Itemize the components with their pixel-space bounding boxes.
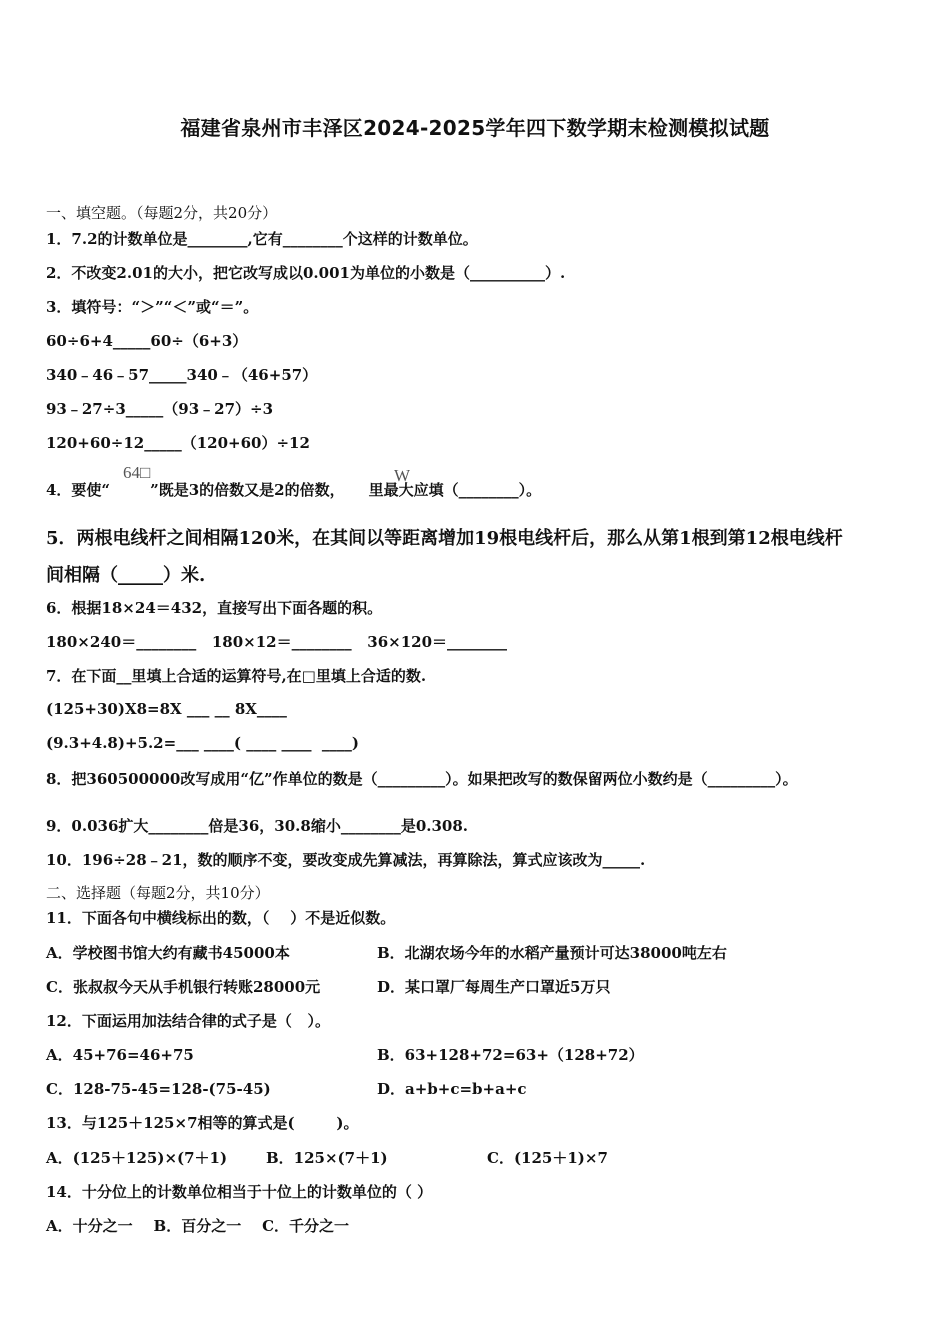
question-11: 11．下面各句中横线标出的数，（ ）不是近似数。 [46, 909, 396, 927]
question-12-option-c: C．128-75-45=128-(75-45) [46, 1080, 271, 1098]
question-12-option-a: A．45+76=46+75 [46, 1046, 194, 1064]
question-13-option-b: B．125×(7＋1) [266, 1149, 388, 1167]
question-4-number-image: 64□ [123, 463, 151, 482]
question-11-option-a: A．学校图书馆大约有藏书45000本 [46, 944, 290, 962]
question-12-option-d: D．a+b+c=b+a+c [377, 1080, 527, 1098]
question-7-item-b: (9.3+4.8)+5.2=___ ____( ____ ____ ____) [46, 734, 359, 752]
question-13-option-a: A．(125＋125)×(7＋1) [46, 1149, 228, 1167]
question-5-line-2: 间相隔（_____）米. [46, 565, 206, 586]
question-4-prefix: 4．要使“ [46, 481, 111, 499]
question-6: 6．根据18×24＝432，直接写出下面各题的积。 [46, 599, 383, 617]
question-3: 3．填符号：“＞”“＜”或“＝”。 [46, 298, 259, 316]
question-14: 14．十分位上的计数单位相当于十位上的计数单位的（ ） [46, 1183, 433, 1201]
question-5-line-1: 5．两根电线杆之间相隔120米，在其间以等距离增加19根电线杆后，那么从第1根到第12根电线杆 [46, 528, 843, 549]
question-4-suffix: 里最大应填（________）。 [368, 481, 542, 499]
question-4-middle: ”既是3的倍数又是2的倍数， [150, 481, 345, 499]
section-fill-blank-heading: 一、填空题。（每题2分，共20分） [46, 204, 278, 222]
question-7: 7．在下面__里填上合适的运算符号,在□里填上合适的数. [46, 667, 427, 685]
question-11-option-b: B．北湖农场今年的水稻产量预计可达38000吨左右 [377, 944, 727, 962]
question-3-item-b: 340﹣46﹣57_____340﹣（46+57） [46, 366, 318, 384]
question-7-item-a: (125+30)X8=8X ___ __ 8X____ [46, 700, 287, 718]
question-3-item-a: 60÷6+4_____60÷（6+3） [46, 332, 248, 350]
question-4-w-image: W [394, 466, 411, 485]
page-title: 福建省泉州市丰泽区2024-2025学年四下数学期末检测模拟试题 [180, 116, 770, 140]
question-13: 13．与125＋125×7相等的算式是( )。 [46, 1114, 359, 1132]
question-3-item-d: 120+60÷12_____（120+60）÷12 [46, 434, 310, 452]
question-12: 12．下面运用加法结合律的式子是（ ）。 [46, 1012, 331, 1030]
question-14-options: A．十分之一 B．百分之一 C．千分之一 [46, 1217, 350, 1235]
question-9: 9．0.036扩大________倍是36，30.8缩小________是0.308. [46, 817, 469, 835]
question-4 [46, 479, 541, 500]
section-choice-heading: 二、选择题（每题2分，共10分） [46, 884, 270, 902]
question-11-option-d: D．某口罩厂每周生产口罩近5万只 [377, 978, 611, 996]
question-13-option-c: C．(125＋1)×7 [487, 1149, 608, 1167]
question-6-items: 180×240＝________ 180×12＝________ 36×120＝________ [46, 633, 508, 651]
question-1: 1．7.2的计数单位是________,它有________个这样的计数单位。 [46, 230, 478, 248]
question-10: 10．196÷28﹣21，数的顺序不变，要改变成先算减法，再算除法，算式应该改为_____. [46, 851, 646, 869]
question-2: 2．不改变2.01的大小，把它改写成以0.001为单位的小数是（__________）. [46, 264, 566, 282]
question-12-option-b: B．63+128+72=63+（128+72） [377, 1046, 644, 1064]
question-8: 8．把360500000改写成用“亿”作单位的数是（_________）。如果把改写的数保留两位小数约是（_________）。 [46, 770, 798, 788]
question-3-item-c: 93﹣27÷3_____（93﹣27）÷3 [46, 400, 274, 418]
question-11-option-c: C．张叔叔今天从手机银行转账28000元 [46, 978, 321, 996]
